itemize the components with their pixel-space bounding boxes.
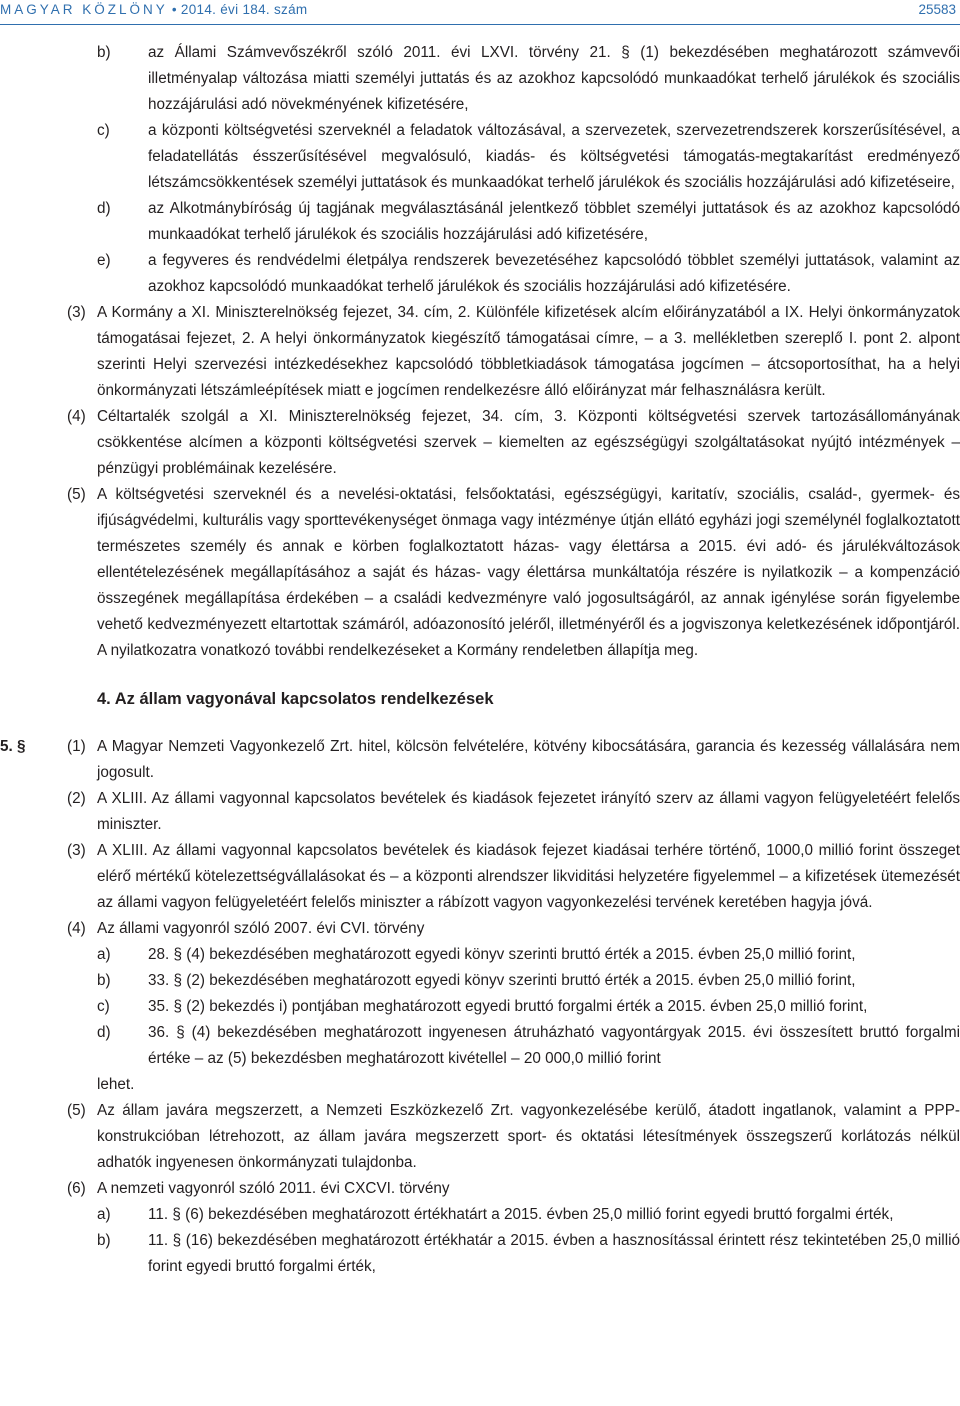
- section5-paragraph-4-tail: lehet.: [97, 1076, 135, 1093]
- item-text: 33. § (2) bekezdésében meghatározott egyedi könyv szerinti bruttó érték a 2015. évben 25,0 millió forint,: [148, 972, 856, 989]
- paragraph-3: [0, 300, 960, 404]
- section5-paragraph-4: [0, 916, 960, 942]
- paragraph-label: (3): [67, 842, 86, 859]
- item-text: 28. § (4) bekezdésében meghatározott egyedi könyv szerinti bruttó érték a 2015. évben 25,0 millió forint,: [148, 946, 856, 963]
- paragraph-text: A XLIII. Az állami vagyonnal kapcsolatos bevételek és kiadások fejezet kiadásai terhére történő, 1000,0 millió forint összeget elérő mértékű kötelezettségvállalásokat és – a központi alrendszer likviditási helyzetére figyelemmel – a kifizetések ütemezését az állami vagyon felügyeletéért felelős miniszter a rábízott vagyon vagyonkezelési tervének keretében hagyja jóvá.: [97, 842, 960, 911]
- section5-item-4d: [0, 1020, 960, 1072]
- section5-item-4b: [0, 968, 960, 994]
- section5-paragraph-3: [0, 838, 960, 916]
- journal-title: MAGYAR KÖZLÖNY: [0, 2, 168, 17]
- paragraph-label: (4): [67, 920, 86, 937]
- section5-item-4c: [0, 994, 960, 1020]
- paragraph-4: [0, 404, 960, 482]
- item-b: [0, 40, 960, 118]
- paragraph-label: (3): [67, 304, 86, 321]
- paragraph-label: (6): [67, 1180, 86, 1197]
- paragraph-text: Az állami vagyonról szóló 2007. évi CVI. törvény: [97, 920, 425, 937]
- paragraph-label: (4): [67, 408, 86, 425]
- item-label: b): [97, 44, 111, 61]
- section5-item-4a: [0, 942, 960, 968]
- section5-paragraph-6: [0, 1176, 960, 1202]
- item-text: 35. § (2) bekezdés i) pontjában meghatározott egyedi bruttó forgalmi érték a 2015. évben 25,0 millió forint,: [148, 998, 868, 1015]
- page-number: 25583: [918, 2, 956, 17]
- item-label: b): [97, 972, 111, 989]
- header-rule: [0, 24, 960, 25]
- paragraph-text: A XLIII. Az állami vagyonnal kapcsolatos bevételek és kiadások fejezetet irányító szerv az állami vagyon felügyeletéért felelős miniszter.: [97, 790, 960, 833]
- paragraph-label: (5): [67, 486, 86, 503]
- section5-item-6a: [0, 1202, 960, 1228]
- paragraph-text: A Magyar Nemzeti Vagyonkezelő Zrt. hitel, kölcsön felvételére, kötvény kibocsátására, garancia és kezesség vállalására nem jogosult.: [97, 738, 960, 781]
- paragraph-label: (2): [67, 790, 86, 807]
- item-text: 11. § (16) bekezdésében meghatározott értékhatár a 2015. évben a hasznosítással érintett rész tekintetében 25,0 millió forint egyedi bruttó forgalmi érték,: [148, 1232, 960, 1275]
- section5-paragraph-2: [0, 786, 960, 838]
- item-text: 11. § (6) bekezdésében meghatározott értékhatárt a 2015. évben 25,0 millió forint egyedi bruttó forgalmi érték,: [148, 1206, 894, 1223]
- section5-paragraph-1: [0, 734, 960, 786]
- item-label: b): [97, 1232, 111, 1249]
- paragraph-label: (5): [67, 1102, 86, 1119]
- item-text: 36. § (4) bekezdésében meghatározott ingyenesen átruházható vagyontárgyak 2015. évi összesített bruttó forgalmi értéke – az (5) bekezdésben meghatározott kivétellel – 20 000,0 millió forint: [148, 1024, 960, 1067]
- item-e: [0, 248, 960, 300]
- item-c: [0, 118, 960, 196]
- paragraph-text: A Kormány a XI. Miniszterelnökség fejezet, 34. cím, 2. Különféle kifizetések alcím előirányzatából a IX. Helyi önkormányzatok támogatásai fejezet, 2. A helyi önkormányzatok kiegészítő támogatásai címre, – a 3. mellékletben szereplő I. pont 2. alpont szerinti Helyi szervezési intézkedésekhez kapcsolódó többletkiadások támogatása jogcímen – átcsoportosíthat, ha a helyi önkormányzati létszámleépítések miatt e jogcímen rendelkezésre álló előirányzat már felhasználásra került.: [97, 304, 960, 399]
- page-header: [0, 0, 960, 26]
- paragraph-text: A nemzeti vagyonról szóló 2011. évi CXCVI. törvény: [97, 1180, 450, 1197]
- item-label: a): [97, 946, 111, 963]
- document-body: [0, 40, 960, 1280]
- item-label: e): [97, 252, 111, 269]
- item-text: az Alkotmánybíróság új tagjának megválasztásánál jelentkező többlet személyi juttatások és az azokhoz kapcsolódó munkaadókat terhelő járulékok és szociális hozzájárulási adó kifizetésére,: [148, 200, 960, 243]
- item-text: a központi költségvetési szerveknél a feladatok változásával, a szervezetek, szervezetrendszerek korszerűsítésével, a feladatellátás ésszerűsítésével megvalósuló, kiadás- és költségvetési támogatás-megtakarítást eredményező létszámcsökkentések személyi juttatások és munkaadókat terhelő járulékok és szociális hozzájárulási adó kifizetéseire,: [148, 122, 960, 191]
- item-label: d): [97, 200, 111, 217]
- section5-paragraph-5: [0, 1098, 960, 1176]
- chapter-heading: 4. Az állam vagyonával kapcsolatos rendelkezések: [97, 690, 494, 708]
- paragraph-text: A költségvetési szerveknél és a nevelési-oktatási, felsőoktatási, egészségügyi, karitatív, szociális, család-, gyermek- és ifjúságvédelmi, kulturális vagy sporttevékenységet önmaga vagy intézménye útján ellátó egyházi jogi személynél foglalkoztatott természetes személy és annak e körben foglalkoztatott házas- vagy élettársa a 2015. évi adó- és járulékváltozások ellentételezésének megállapításához a saját és házas- vagy élettársa munkáltatója részére is nyilatkozik – a kompenzáció összegének megállapítása érdekében – a családi kedvezményre való jogosultságáról, az annak igénylése során figyelembe vehető kedvezményezett eltartottak számáról, adóazonosító jeléről, illetményéről és a jogviszonya keletkezésének időpontjáról. A nyilatkozatra vonatkozó további rendelkezéseket a Kormány rendeletben állapítja meg.: [97, 486, 960, 659]
- section5-item-6b: [0, 1228, 960, 1280]
- item-label: c): [97, 122, 110, 139]
- issue-info: • 2014. évi 184. szám: [171, 2, 308, 17]
- paragraph-5: [0, 482, 960, 664]
- paragraph-label: (1): [67, 738, 86, 755]
- section-number: 5. §: [0, 738, 26, 755]
- item-text: az Állami Számvevőszékről szóló 2011. évi LXVI. törvény 21. § (1) bekezdésében meghatározott számvevői illetményalap változása miatti személyi juttatás és az azokhoz kapcsolódó munkaadókat terhelő járulékok és szociális hozzájárulási adó növekményének kifizetésére,: [148, 44, 960, 113]
- paragraph-text: Az állam javára megszerzett, a Nemzeti Eszközkezelő Zrt. vagyonkezelésébe kerülő, átadott ingatlanok, valamint a PPP-konstrukcióban létrehozott, az állam javára megszerzett sport- és oktatási létesítmények összegszerű korlátozás nélkül adhatók ingyenesen önkormányzati tulajdonba.: [97, 1102, 960, 1171]
- item-label: c): [97, 998, 110, 1015]
- item-label: d): [97, 1024, 111, 1041]
- item-text: a fegyveres és rendvédelmi életpálya rendszerek bevezetéséhez kapcsolódó többlet személyi juttatások, valamint az azokhoz kapcsolódó munkaadókat terhelő járulékok és szociális hozzájárulási adó kifizetésére.: [148, 252, 960, 295]
- item-label: a): [97, 1206, 111, 1223]
- item-d: [0, 196, 960, 248]
- paragraph-text: Céltartalék szolgál a XI. Miniszterelnökség fejezet, 34. cím, 3. Központi költségvetési szervek tartozásállományának csökkentése alcímen a központi költségvetési szervek – kiemelten az egészségügyi szolgáltatásokat nyújtó intézmények – pénzügyi problémáinak kezelésére.: [97, 408, 960, 477]
